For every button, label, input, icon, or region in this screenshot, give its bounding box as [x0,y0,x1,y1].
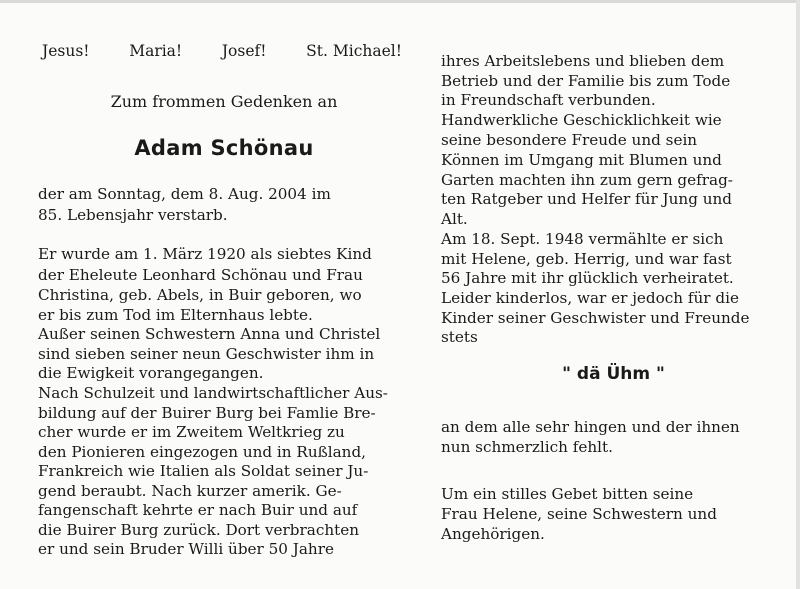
text-line: der Eheleute Leonhard Schönau und Frau [38,266,363,284]
text-line: gend beraubt. Nach kurzer amerik. Ge- [38,482,342,500]
text-line: er bis zum Tod im Elternhaus lebte. [38,306,313,324]
text-line: nun schmerzlich fehlt. [441,438,613,456]
saint-josef: Josef! [221,42,267,60]
text-line: Können im Umgang mit Blumen und [441,151,722,169]
text-line: die Ewigkeit vorangegangen. [38,364,264,382]
saint-michael: St. Michael! [306,42,402,60]
text-line: Nach Schulzeit und landwirtschaftlicher Aus- [38,384,388,402]
text-line: Um ein stilles Gebet bitten seine [441,485,694,503]
text-line: der am Sonntag, dem 8. Aug. 2004 im [38,185,331,203]
text-line: Alt. [441,210,468,228]
text-line: ihres Arbeitslebens und blieben dem [441,52,725,70]
text-line: Garten machten ihn zum gern gefrag- [441,171,733,189]
saint-jesus: Jesus! [42,42,90,60]
text-line: Christina, geb. Abels, in Buir geboren, wo [38,286,362,304]
text-line: Außer seinen Schwestern Anna und Christel [38,325,381,343]
text-line: mit Helene, geb. Herrig, und war fast [441,250,732,268]
text-line: bildung auf der Buirer Burg bei Famlie Bre- [38,404,376,422]
text-line: Er wurde am 1. März 1920 als siebtes Kind [38,245,372,263]
text-line: Kinder seiner Geschwister und Freunde [441,309,750,327]
text-line: in Freundschaft verbunden. [441,91,656,109]
text-line: seine besondere Freude und sein [441,131,698,149]
text-line: cher wurde er im Zweitem Weltkrieg zu [38,423,345,441]
text-line: Leider kinderlos, war er jedoch für die [441,289,739,307]
text-line: Angehörigen. [441,525,545,543]
text-line: Am 18. Sept. 1948 vermählte er sich [441,230,724,248]
text-line: er und sein Bruder Willi über 50 Jahre [38,540,334,558]
text-line: Betrieb und der Familie bis zum Tode [441,72,731,90]
text-line: fangenschaft kehrte er nach Buir und auf [38,501,358,519]
text-line: stets [441,328,478,346]
text-line: Frau Helene, seine Schwestern und [441,505,717,523]
text-line: Frankreich wie Italien als Soldat seiner Ju- [38,462,369,480]
text-line: an dem alle sehr hingen und der ihnen [441,418,740,436]
scan-edge-right [796,0,800,589]
nickname-quote: " dä Ühm " [562,364,665,384]
deceased-name: Adam Schönau [134,136,314,160]
text-line: 85. Lebensjahr verstarb. [38,206,228,224]
scan-edge-top [0,0,800,3]
text-line: 56 Jahre mit ihr glücklich verheiratet. [441,269,734,287]
text-line: sind sieben seiner neun Geschwister ihm in [38,345,375,363]
dedication-heading: Zum frommen Gedenken an [110,92,338,111]
text-line: Handwerkliche Geschicklichkeit wie [441,111,722,129]
saints-invocation [38,42,410,60]
text-line: die Buirer Burg zurück. Dort verbrachten [38,521,360,539]
saint-maria: Maria! [129,42,183,60]
text-line: ten Ratgeber und Helfer für Jung und [441,190,733,208]
text-line: den Pionieren eingezogen und in Rußland, [38,443,367,461]
